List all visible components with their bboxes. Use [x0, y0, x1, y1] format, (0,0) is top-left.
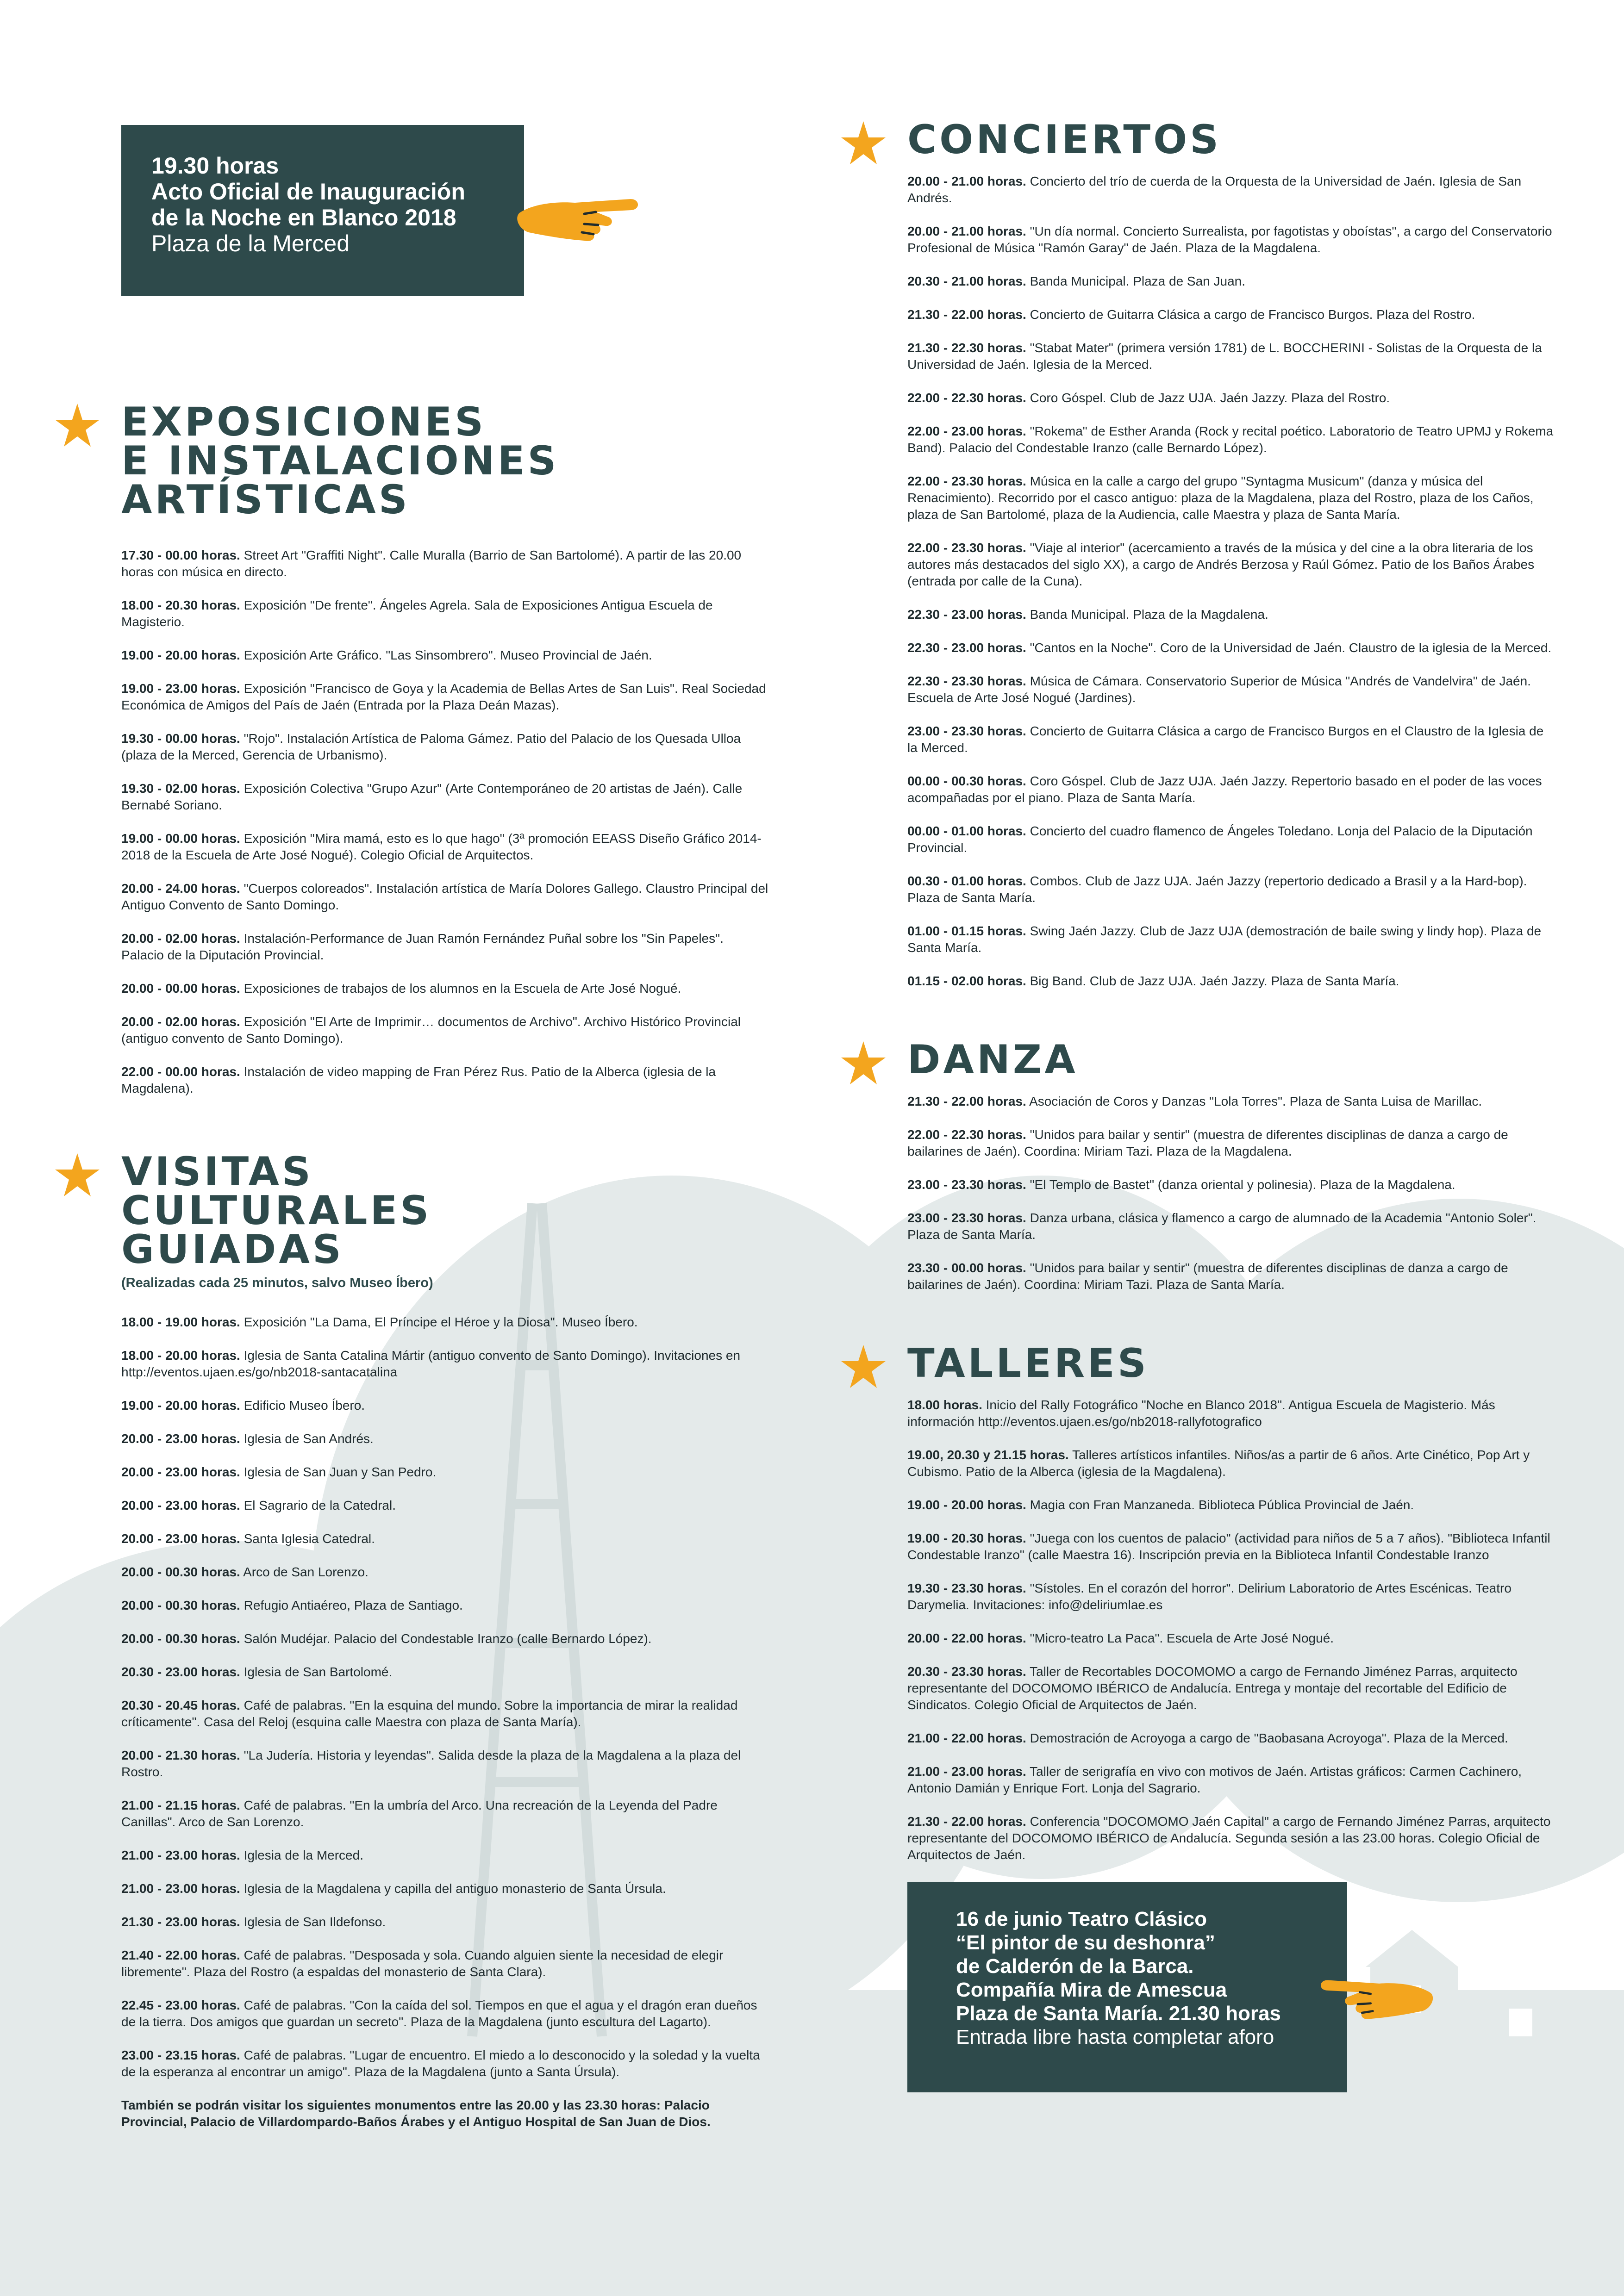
event-description: Exposición Arte Gráfico. "Las Sinsombrero". Museo Provincial de Jaén. [244, 648, 652, 662]
event-description: Coro Góspel. Club de Jazz UJA. Jaén Jazzy. Repertorio basado en el poder de las voces acompañadas por el piano. Plaza de Santa María. [907, 774, 1542, 805]
event-item [121, 1914, 769, 1930]
banner-line: “El pintor de su deshonra” [956, 1931, 1215, 1954]
event-description: Concierto del trío de cuerda de la Orquesta de la Universidad de Jaén. Iglesia de San Andrés. [907, 174, 1522, 205]
event-description: "Stabat Mater" (primera versión 1781) de L. BOCCHERINI - Solistas de la Orquesta de la Universidad de Jaén. Iglesia de la Merced. [907, 341, 1542, 372]
event-time: 20.00 - 00.30 horas. [121, 1598, 240, 1612]
event-item [907, 1447, 1555, 1480]
event-time: 21.30 - 23.00 horas. [121, 1915, 240, 1929]
event-time: 22.00 - 23.00 horas. [907, 424, 1026, 438]
event-time: 21.00 - 23.00 horas. [907, 1764, 1026, 1779]
event-item [121, 930, 769, 964]
event-description: Conferencia "DOCOMOMO Jaén Capital" a cargo de Fernando Jiménez Parras, arquitecto representante del DOCOMOMO IBÉRICO de Andalucía. Segunda sesión a las 23.00 horas. Colegio Oficial de Arquitectos de Jaén. [907, 1814, 1551, 1862]
event-time: 20.00 - 24.00 horas. [121, 881, 240, 896]
event-time: 20.00 - 21.00 horas. [907, 224, 1026, 238]
event-description: Exposición "El Arte de Imprimir… documentos de Archivo". Archivo Histórico Provincial (antiguo convento de Santo Domingo). [121, 1014, 741, 1045]
event-item [907, 223, 1555, 256]
event-item [121, 1630, 769, 1647]
event-description: Street Art "Graffiti Night". Calle Muralla (Barrio de San Bartolomé). A partir de las 20.00 horas con música en directo. [121, 548, 742, 579]
event-description: Inicio del Rally Fotográfico "Noche en Blanco 2018". Antigua Escuela de Magisterio. Más información http://eventos.ujaen.es/go/nb2018-rallyfotografico [907, 1398, 1495, 1429]
section-danza [907, 1037, 1555, 1293]
event-description: Música de Cámara. Conservatorio Superior de Música "Andrés de Vandelvira" de Jaén. Escuela de Arte José Nogué (Jardines). [907, 674, 1531, 705]
event-time: 22.00 - 23.30 horas. [907, 474, 1026, 488]
event-description: "Rojo". Instalación Artística de Paloma Gámez. Patio del Palacio de los Quesada Ulloa (plaza de la Merced, Gerencia de Urbanismo). [121, 731, 741, 762]
event-item [121, 1014, 769, 1047]
event-item [121, 1880, 769, 1897]
section-visitas [121, 1149, 769, 2130]
event-description: Big Band. Club de Jazz UJA. Jaén Jazzy. Plaza de Santa María. [1030, 974, 1399, 988]
event-description: "Unidos para bailar y sentir" (muestra de diferentes disciplinas de danza a cargo de bailarines de Jaén). Coordina: Miriam Tazi. Plaza de la Magdalena. [907, 1127, 1508, 1158]
event-item [121, 1847, 769, 1864]
event-item [907, 1093, 1555, 1110]
event-description: Magia con Fran Manzaneda. Biblioteca Pública Provincial de Jaén. [1030, 1498, 1414, 1512]
event-item [907, 340, 1555, 373]
event-item [907, 1260, 1555, 1293]
left-column [121, 125, 769, 2130]
event-item [121, 547, 769, 580]
event-description: "Cuerpos coloreados". Instalación artística de María Dolores Gallego. Claustro Principal del Antiguo Convento de Santo Domingo. [121, 881, 768, 912]
event-item [907, 1580, 1555, 1613]
event-item [907, 873, 1555, 906]
event-item [121, 830, 769, 864]
event-description: Taller de serigrafía en vivo con motivos de Jaén. Artistas gráficos: Carmen Cachinero, Antonio Damián y Enrique Fort. Lonja del Sagrario. [907, 1764, 1522, 1795]
event-description: El Sagrario de la Catedral. [244, 1498, 396, 1512]
star-icon [840, 1040, 887, 1087]
event-time: 20.00 - 23.00 horas. [121, 1531, 240, 1546]
event-item [121, 1497, 769, 1514]
event-time: 22.00 - 00.00 horas. [121, 1064, 240, 1079]
event-item [121, 1347, 769, 1381]
banner-line: Plaza de Santa María. 21.30 horas [956, 2002, 1281, 2025]
event-description: Edificio Museo Íbero. [244, 1398, 365, 1412]
event-description: Exposición "De frente". Ángeles Agrela. Sala de Exposiciones Antigua Escuela de Magisterio. [121, 598, 713, 629]
event-description: Café de palabras. "En la umbría del Arco. Una recreación de la Leyenda del Padre Canillas". Arco de San Lorenzo. [121, 1798, 718, 1829]
star-icon [54, 403, 100, 449]
pointing-hand-icon [515, 180, 644, 250]
section-conciertos [907, 117, 1555, 989]
event-description: Café de palabras. "Desposada y sola. Cuando alguien siente la necesidad de elegir libremente". Plaza del Rostro (a espaldas del monasterio de Santa Clara). [121, 1948, 724, 1979]
event-description: Exposición "Mira mamá, esto es lo que hago" (3ª promoción EEASS Diseño Gráfico 2014-2018 de la Escuela de Arte José Nogué). Colegio Oficial de Arquitectos. [121, 831, 762, 862]
event-item [907, 473, 1555, 523]
event-description: Danza urbana, clásica y flamenco a cargo de alumnado de la Academia "Antonio Soler". Plaza de Santa María. [907, 1211, 1537, 1242]
event-item [121, 1597, 769, 1614]
event-item [121, 1531, 769, 1547]
event-time: 20.00 - 23.00 horas. [121, 1431, 240, 1446]
event-time: 19.00 - 20.30 horas. [907, 1531, 1026, 1545]
event-time: 20.00 - 02.00 horas. [121, 1014, 240, 1029]
banner-line: de la Noche en Blanco 2018 [151, 205, 456, 230]
banner-line: 19.30 horas [151, 153, 279, 179]
event-time: 23.00 - 23.30 horas. [907, 1211, 1026, 1225]
event-time: 20.00 - 00.00 horas. [121, 981, 240, 996]
event-description: Taller de Recortables DOCOMOMO a cargo de Fernando Jiménez Parras, arquitecto representante del DOCOMOMO IBÉRICO de Andalucía. Entrega y montaje del recortable del Edificio de Sindicatos. Colegio Oficial de Arquitectos de Jaén. [907, 1664, 1518, 1712]
event-time: 21.40 - 22.00 horas. [121, 1948, 240, 1962]
section-title [907, 117, 1555, 163]
event-item [907, 773, 1555, 806]
event-time: 00.30 - 01.00 horas. [907, 874, 1026, 888]
section-title [121, 399, 769, 523]
event-time: 20.30 - 20.45 horas. [121, 1698, 240, 1712]
event-description: Iglesia de San Bartolomé. [244, 1665, 393, 1679]
event-description: Combos. Club de Jazz UJA. Jaén Jazzy (repertorio dedicado a Brasil y a la Hard-bop). Plaza de Santa María. [907, 874, 1527, 905]
event-time: 19.00 - 23.00 horas. [121, 681, 240, 696]
event-time: 00.00 - 01.00 horas. [907, 824, 1026, 838]
event-item [121, 1464, 769, 1481]
star-icon [840, 1344, 887, 1390]
event-description: "Sístoles. En el corazón del horror". Delirium Laboratorio de Artes Escénicas. Teatro Darymelia. Invitaciones: info@deliriumlae.es [907, 1581, 1512, 1612]
event-item [907, 923, 1555, 956]
event-description: Asociación de Coros y Danzas "Lola Torres". Plaza de Santa Luisa de Marillac. [1029, 1094, 1482, 1108]
event-item [907, 606, 1555, 623]
event-description: Iglesia de San Ildefonso. [244, 1915, 386, 1929]
banner-line: Entrada libre hasta completar aforo [956, 2026, 1274, 2048]
event-time: 17.30 - 00.00 horas. [121, 548, 240, 562]
event-item [907, 423, 1555, 456]
event-item [121, 2047, 769, 2080]
banner-line: Compañía Mira de Amescua [956, 1979, 1227, 2001]
section-note: (Realizadas cada 25 minutos, salvo Museo Íbero) [121, 1276, 433, 1290]
event-description: Exposición "Francisco de Goya y la Academia de Bellas Artes de San Luis". Real Sociedad Económica de Amigos del País de Jaén (Entrada por la Plaza Deán Mazas). [121, 681, 766, 712]
event-time: 20.30 - 23.30 horas. [907, 1664, 1026, 1679]
event-item [121, 1797, 769, 1830]
section-title-line: DANZA [907, 1037, 1078, 1083]
event-description: Arco de San Lorenzo. [243, 1565, 369, 1579]
section-exposiciones [121, 399, 769, 1097]
event-time: 20.00 - 02.00 horas. [121, 931, 240, 946]
event-item [121, 1947, 769, 1980]
event-description: Iglesia de Santa Catalina Mártir (antiguo convento de Santo Domingo). Invitaciones en http://eventos.ujaen.es/go/nb2018-santacatalina [121, 1348, 741, 1379]
event-time: 23.00 - 23.30 horas. [907, 724, 1026, 738]
event-time: 21.30 - 22.00 horas. [907, 1814, 1026, 1829]
event-description: Salón Mudéjar. Palacio del Condestable Iranzo (calle Bernardo López). [244, 1631, 652, 1646]
event-item [907, 1663, 1555, 1713]
event-time: 18.00 horas. [907, 1398, 982, 1412]
event-list [121, 547, 769, 1097]
section-title-line: VISITAS [121, 1149, 313, 1195]
event-description: "Micro-teatro La Paca". Escuela de Arte José Nogué. [1030, 1631, 1334, 1645]
section-title [907, 1037, 1555, 1083]
event-description: Café de palabras. "En la esquina del mundo. Sobre la importancia de mirar la realidad críticamente". Casa del Reloj (esquina calle Maestra con plaza de Santa María). [121, 1698, 738, 1729]
event-time: 22.30 - 23.30 horas. [907, 674, 1026, 688]
banner-line: Acto Oficial de Inauguración [151, 179, 465, 205]
banner-line: Plaza de la Merced [151, 230, 350, 256]
event-item [121, 1697, 769, 1730]
event-description: "Rokema" de Esther Aranda (Rock y recital poético. Laboratorio de Teatro UPMJ y Rokema Band). Palacio del Condestable Iranzo (calle Bernardo López). [907, 424, 1554, 455]
event-time: 21.30 - 22.00 horas. [907, 1094, 1026, 1108]
event-item [121, 1314, 769, 1331]
event-time: 21.00 - 23.00 horas. [121, 1848, 240, 1862]
event-item [907, 1630, 1555, 1647]
event-item [907, 273, 1555, 290]
event-time: 19.30 - 02.00 horas. [121, 781, 240, 796]
event-description: "Unidos para bailar y sentir" (muestra de diferentes disciplinas de danza a cargo de bailarines de Jaén). Coordina: Miriam Tazi. Plaza de Santa María. [907, 1261, 1508, 1292]
banner-line: de Calderón de la Barca. [956, 1955, 1194, 1978]
event-description: Banda Municipal. Plaza de la Magdalena. [1030, 607, 1268, 622]
event-time: 19.00 - 20.00 horas. [121, 1398, 240, 1412]
event-item [907, 1210, 1555, 1243]
event-description: Música en la calle a cargo del grupo "Syntagma Musicum" (danza y música del Renacimiento). Recorrido por el casco antiguo: plaza de la Magdalena, plaza del Rostro, plaza de los Caños, plaza de San Bartolomé, plaza de la Audiencia, calle Maestra y plaza de Santa María. [907, 474, 1534, 522]
event-item [907, 540, 1555, 590]
right-column [907, 117, 1555, 2092]
event-item [907, 1530, 1555, 1563]
event-description: Refugio Antiaéreo, Plaza de Santiago. [244, 1598, 463, 1612]
banner-line: 16 de junio Teatro Clásico [956, 1908, 1207, 1930]
event-description: Iglesia de San Andrés. [244, 1431, 374, 1446]
event-item [121, 980, 769, 997]
event-time: 21.00 - 22.00 horas. [907, 1731, 1026, 1745]
event-list [907, 1093, 1555, 1293]
event-item [121, 1997, 769, 2030]
section-talleres [907, 1340, 1555, 1863]
event-time: 21.00 - 21.15 horas. [121, 1798, 240, 1812]
event-time: 01.00 - 01.15 horas. [907, 924, 1026, 938]
event-time: 23.30 - 00.00 horas. [907, 1261, 1026, 1275]
event-item [907, 823, 1555, 856]
event-item [907, 173, 1555, 206]
event-description: Exposición "La Dama, El Príncipe el Héroe y la Diosa". Museo Íbero. [244, 1315, 638, 1329]
event-description: Coro Góspel. Club de Jazz UJA. Jaén Jazzy. Plaza del Rostro. [1030, 391, 1390, 405]
event-item [907, 1176, 1555, 1193]
event-time: 19.00 - 00.00 horas. [121, 831, 240, 846]
event-time: 18.00 - 20.30 horas. [121, 598, 240, 612]
inauguration-banner [121, 125, 524, 296]
event-item [907, 390, 1555, 406]
event-description: Concierto del cuadro flamenco de Ángeles Toledano. Lonja del Palacio de la Diputación Provincial. [907, 824, 1533, 855]
event-description: Talleres artísticos infantiles. Niños/as a partir de 6 años. Arte Cinético, Pop Art y Cubismo. Patio de la Alberca (iglesia de la Magdalena). [907, 1448, 1530, 1479]
event-time: 20.00 - 21.30 horas. [121, 1748, 240, 1762]
event-item [121, 647, 769, 664]
event-item [121, 730, 769, 764]
event-time: 19.30 - 00.00 horas. [121, 731, 240, 746]
event-item [121, 597, 769, 630]
event-time: 20.00 - 00.30 horas. [121, 1631, 240, 1646]
event-item [121, 1747, 769, 1780]
event-time: 20.00 - 23.00 horas. [121, 1498, 240, 1512]
event-time: 22.30 - 23.00 horas. [907, 641, 1026, 655]
event-time: 21.00 - 23.00 horas. [121, 1881, 240, 1896]
event-time: 00.00 - 00.30 horas. [907, 774, 1026, 788]
event-description: Swing Jaén Jazzy. Club de Jazz UJA (demostración de baile swing y lindy hop). Plaza de Santa María. [907, 924, 1542, 955]
event-item [121, 780, 769, 814]
theatre-banner [907, 1882, 1347, 2092]
event-item [121, 1564, 769, 1580]
event-item [121, 1397, 769, 1414]
event-time: 01.15 - 02.00 horas. [907, 974, 1026, 988]
section-title-line: EXPOSICIONES [121, 399, 487, 445]
event-time: 20.00 - 23.00 horas. [121, 1465, 240, 1479]
event-item [121, 1064, 769, 1097]
section-title-line: E INSTALACIONES [121, 438, 559, 484]
event-time: 19.00, 20.30 y 21.15 horas. [907, 1448, 1069, 1462]
section-title [121, 1149, 769, 1273]
event-time: 23.00 - 23.15 horas. [121, 2048, 240, 2062]
event-time: 19.00 - 20.00 horas. [907, 1498, 1026, 1512]
event-time: 19.30 - 23.30 horas. [907, 1581, 1026, 1595]
event-description: Instalación de video mapping de Fran Pérez Rus. Patio de la Alberca (iglesia de la Magdalena). [121, 1064, 716, 1095]
event-time: 19.00 - 20.00 horas. [121, 648, 240, 662]
event-time: 21.30 - 22.00 horas. [907, 307, 1026, 322]
event-time: 23.00 - 23.30 horas. [907, 1177, 1026, 1192]
event-item [907, 973, 1555, 989]
event-item [121, 880, 769, 914]
event-time: 20.00 - 21.00 horas. [907, 174, 1026, 188]
event-time: 20.30 - 23.00 horas. [121, 1665, 240, 1679]
event-description: Iglesia de San Juan y San Pedro. [244, 1465, 437, 1479]
event-description: Concierto de Guitarra Clásica a cargo de Francisco Burgos en el Claustro de la Iglesia de la Merced. [907, 724, 1544, 755]
section-title-line: ARTÍSTICAS [121, 477, 410, 523]
event-description: Demostración de Acroyoga a cargo de "Baobasana Acroyoga". Plaza de la Merced. [1030, 1731, 1508, 1745]
event-description: "Un día normal. Concierto Surrealista, por fagotistas y oboístas", a cargo del Conservatorio Profesional de Música "Ramón Garay" de Jaén. Plaza de la Magdalena. [907, 224, 1552, 255]
event-description: Concierto de Guitarra Clásica a cargo de Francisco Burgos. Plaza del Rostro. [1030, 307, 1475, 322]
event-description: Banda Municipal. Plaza de San Juan. [1030, 274, 1246, 288]
event-item [907, 1763, 1555, 1797]
event-item [121, 680, 769, 714]
event-item [121, 1431, 769, 1447]
event-item [907, 1126, 1555, 1160]
event-item [907, 1730, 1555, 1747]
event-description: "El Templo de Bastet" (danza oriental y polinesia). Plaza de la Magdalena. [1030, 1177, 1455, 1192]
event-description: "La Judería. Historia y leyendas". Salida desde la plaza de la Magdalena a la plaza del Rostro. [121, 1748, 741, 1779]
event-description: Café de palabras. "Con la caída del sol. Tiempos en que el agua y el dragón eran dueños de la tierra. Dos amigos que guardan un secreto". Plaza de la Magdalena (junto escultura del Lagarto). [121, 1998, 757, 2029]
event-list [121, 1314, 769, 2080]
star-icon [840, 120, 887, 167]
event-time: 22.00 - 22.30 horas. [907, 391, 1026, 405]
event-time: 20.00 - 22.00 horas. [907, 1631, 1026, 1645]
event-item [907, 1497, 1555, 1513]
section-title [907, 1340, 1555, 1387]
event-description: Iglesia de la Merced. [244, 1848, 363, 1862]
event-description: "Cantos en la Noche". Coro de la Universidad de Jaén. Claustro de la iglesia de la Merced. [1030, 641, 1552, 655]
event-description: Café de palabras. "Lugar de encuentro. El miedo a lo desconocido y la soledad y la vuelta de la esperanza al encontrar un amigo". Plaza de la Magdalena (junto a Santa Úrsula). [121, 2048, 760, 2079]
event-list [907, 1397, 1555, 1863]
event-time: 22.00 - 23.30 horas. [907, 541, 1026, 555]
event-item [907, 306, 1555, 323]
event-description: Santa Iglesia Catedral. [244, 1531, 375, 1546]
event-time: 22.00 - 22.30 horas. [907, 1127, 1026, 1142]
event-description: Instalación-Performance de Juan Ramón Fernández Puñal sobre los "Sin Papeles". Palacio de la Diputación Provincial. [121, 931, 724, 962]
event-description: Iglesia de la Magdalena y capilla del antiguo monasterio de Santa Úrsula. [244, 1881, 666, 1896]
event-time: 18.00 - 19.00 horas. [121, 1315, 240, 1329]
event-item [907, 723, 1555, 756]
event-time: 18.00 - 20.00 horas. [121, 1348, 240, 1363]
pointing-hand-icon [1315, 1960, 1435, 2030]
section-title-line: CONCIERTOS [907, 117, 1222, 163]
event-item [907, 640, 1555, 656]
section-title-line: GUIADAS [121, 1226, 344, 1273]
event-list [907, 173, 1555, 989]
star-icon [54, 1152, 100, 1199]
event-item [907, 1813, 1555, 1863]
section-title-line: TALLERES [907, 1340, 1149, 1387]
event-item [121, 1664, 769, 1680]
event-time: 20.00 - 00.30 horas. [121, 1565, 240, 1579]
event-time: 22.45 - 23.00 horas. [121, 1998, 240, 2012]
event-time: 22.30 - 23.00 horas. [907, 607, 1026, 622]
event-description: "Juega con los cuentos de palacio" (actividad para niños de 5 a 7 años). "Biblioteca Infantil Condestable Iranzo" (calle Maestra 16). Inscripción previa en la Biblioteca Infantil Condestable Iranzo [907, 1531, 1550, 1562]
event-description: "Viaje al interior" (acercamiento a través de la música y del cine a la obra literaria de los autores más destacados del siglo XX), a cargo de Andrés Berzosa y Raúl Gómez. Patio de los Baños Árabes (entrada por calle de la Cuna). [907, 541, 1535, 588]
event-time: 21.30 - 22.30 horas. [907, 341, 1026, 355]
event-item [907, 1397, 1555, 1430]
event-description: Exposiciones de trabajos de los alumnos en la Escuela de Arte José Nogué. [244, 981, 681, 996]
event-time: 20.30 - 21.00 horas. [907, 274, 1026, 288]
closing-note: También se podrán visitar los siguientes monumentos entre las 20.00 y las 23.30 horas: Palacio Provincial, Palacio de Villardompardo-Baños Árabes y el Antiguo Hospital de San Juan de Dios. [121, 2098, 711, 2129]
event-item [907, 673, 1555, 706]
section-title-line: CULTURALES [121, 1188, 432, 1234]
event-description: Exposición Colectiva "Grupo Azur" (Arte Contemporáneo de 20 artistas de Jaén). Calle Bernabé Soriano. [121, 781, 743, 812]
